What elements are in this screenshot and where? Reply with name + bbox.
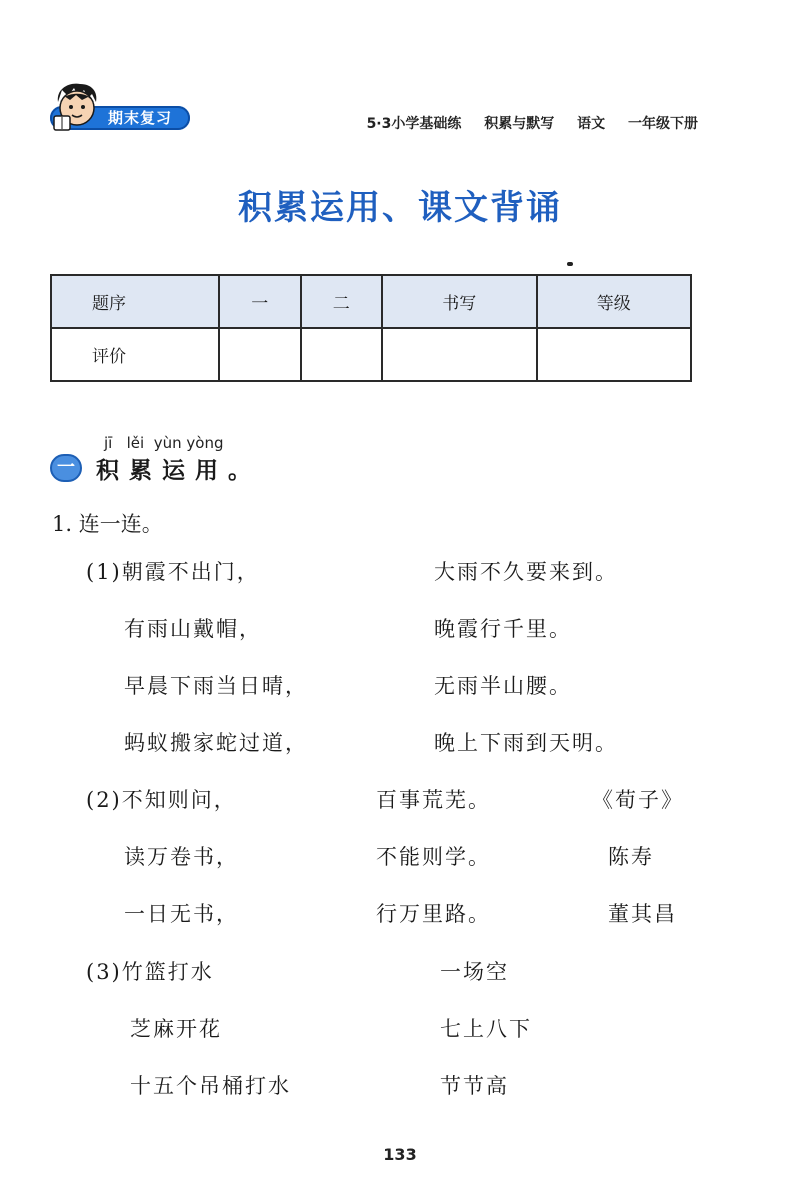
grade-table-header-row <box>51 275 691 328</box>
match-author-item[interactable]: 《荀子》 <box>592 788 684 812</box>
match-left-item[interactable]: 一日无书， <box>124 902 239 926</box>
grade-table-header-cell: 一 <box>219 275 301 328</box>
match-left-item[interactable]: 有雨山戴帽， <box>124 617 262 641</box>
match-left-item[interactable]: (1)朝霞不出门， <box>86 560 260 584</box>
match-right-item[interactable]: 节节高 <box>440 1074 509 1098</box>
match-right-item[interactable]: 七上八下 <box>440 1017 532 1041</box>
grade-table <box>50 274 692 382</box>
header-grade: 一年级下册 <box>628 116 698 132</box>
grade-table-empty-cell[interactable] <box>301 328 383 381</box>
question-title: 1. 连一连。 <box>52 512 163 536</box>
grade-table-header-cell: 等级 <box>537 275 692 328</box>
match-left-item[interactable]: (3)竹篮打水 <box>86 960 214 984</box>
match-middle-item[interactable]: 不能则学。 <box>376 845 491 869</box>
grade-table-eval-row <box>51 328 691 381</box>
section-badge <box>46 80 196 134</box>
match-left-item[interactable]: 读万卷书， <box>124 845 239 869</box>
page-title: 积累运用、课文背诵 <box>238 188 562 228</box>
match-left-item[interactable]: 十五个吊桶打水 <box>130 1074 291 1098</box>
grade-table-empty-cell[interactable] <box>382 328 536 381</box>
grade-table-header-cell: 二 <box>301 275 383 328</box>
mascot-icon <box>48 80 104 134</box>
grade-table-row-label: 评价 <box>51 328 219 381</box>
badge-label: 期末复习 <box>108 109 173 127</box>
match-left-item[interactable]: 早晨下雨当日晴， <box>124 674 308 698</box>
page-number: 133 <box>383 1145 417 1164</box>
match-right-item[interactable]: 晚霞行千里。 <box>434 617 572 641</box>
section-number-badge: 一 <box>50 454 82 482</box>
match-right-item[interactable]: 晚上下雨到天明。 <box>434 731 618 755</box>
match-middle-item[interactable]: 百事荒芜。 <box>376 788 491 812</box>
match-author-item[interactable]: 陈寿 <box>608 845 654 869</box>
header-book: 积累与默写 <box>484 116 555 132</box>
match-left-item[interactable]: (2)不知则问， <box>86 788 237 812</box>
header-subject: 语文 <box>577 116 606 132</box>
grade-table-empty-cell[interactable] <box>219 328 301 381</box>
match-left-item[interactable]: 芝麻开花 <box>130 1017 222 1041</box>
header-series: 5·3小学基础练 <box>366 116 462 132</box>
section-pinyin: jī lěi yùn yòng <box>104 434 224 452</box>
grade-table-header-cell: 题序 <box>51 275 219 328</box>
grade-table-header-cell: 书写 <box>382 275 536 328</box>
running-header <box>367 113 698 133</box>
match-middle-item[interactable]: 行万里路。 <box>376 902 491 926</box>
match-right-item[interactable]: 大雨不久要来到。 <box>434 560 618 584</box>
match-left-item[interactable]: 蚂蚁搬家蛇过道， <box>124 731 308 755</box>
stray-mark <box>567 262 573 266</box>
match-author-item[interactable]: 董其昌 <box>608 902 677 926</box>
match-right-item[interactable]: 无雨半山腰。 <box>434 674 572 698</box>
grade-table-empty-cell[interactable] <box>537 328 692 381</box>
match-right-item[interactable]: 一场空 <box>440 960 509 984</box>
section-title: 积累运用。 <box>96 458 261 484</box>
